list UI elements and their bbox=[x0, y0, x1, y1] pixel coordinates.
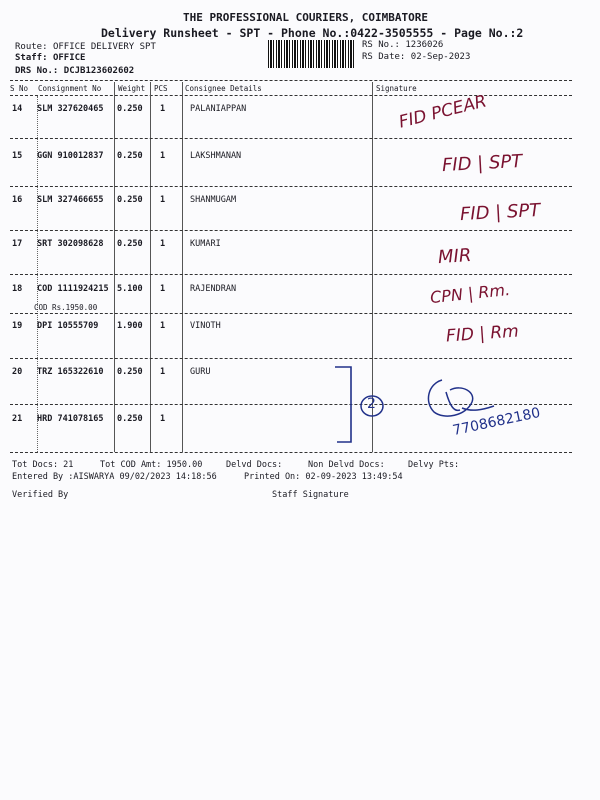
drs-value: DCJB123602602 bbox=[63, 66, 135, 76]
total-docs: Tot Docs: 21 bbox=[12, 460, 74, 470]
row-consignment: HRD 741078165 bbox=[37, 414, 104, 424]
divider bbox=[10, 186, 572, 187]
rs-date-label: RS Date: bbox=[362, 52, 406, 62]
divider bbox=[10, 80, 572, 81]
row-pcs: 1 bbox=[160, 284, 166, 294]
route-value: OFFICE DELIVERY SPT bbox=[52, 42, 156, 52]
row-sno: 17 bbox=[12, 239, 23, 249]
row-consignee: SHANMUGAM bbox=[190, 195, 237, 205]
handwritten-signature: CPN | Rm. bbox=[429, 279, 511, 308]
divider bbox=[10, 138, 572, 139]
row-pcs: 1 bbox=[160, 104, 166, 114]
row-pcs: 1 bbox=[160, 151, 166, 161]
handwritten-phone: 7708682180 bbox=[451, 404, 542, 440]
staff-line bbox=[15, 53, 85, 63]
row-sno: 15 bbox=[12, 151, 23, 161]
printed-on: Printed On: 02-09-2023 13:49:54 bbox=[244, 472, 403, 482]
row-consignment: DPI 10555709 bbox=[37, 321, 99, 331]
total-cod: Tot COD Amt: 1950.00 bbox=[100, 460, 203, 470]
row-sno: 19 bbox=[12, 321, 23, 331]
route-line bbox=[15, 42, 156, 52]
rs-date-value: 02-Sep-2023 bbox=[410, 52, 471, 62]
rs-no-label: RS No.: bbox=[362, 40, 400, 50]
delivery-points: Delvy Pts: bbox=[408, 460, 460, 470]
rs-no-line bbox=[362, 40, 443, 50]
divider bbox=[10, 95, 572, 96]
entered-by: Entered By :AISWARYA 09/02/2023 14:18:56 bbox=[12, 472, 217, 482]
row-sno: 21 bbox=[12, 414, 23, 424]
row-weight: 0.250 bbox=[117, 151, 143, 161]
staff-signature: Staff Signature bbox=[272, 490, 349, 500]
route-label: Route: bbox=[15, 42, 48, 52]
row-sno: 14 bbox=[12, 104, 23, 114]
row-weight: 0.250 bbox=[117, 195, 143, 205]
row-consignment: TRZ 165322610 bbox=[37, 367, 104, 377]
handwritten-signature: FID | Rm bbox=[445, 321, 520, 347]
row-weight: 0.250 bbox=[117, 414, 143, 424]
handwritten-signature: FID PCEAR bbox=[396, 91, 489, 133]
drs-label: DRS No.: bbox=[15, 66, 59, 76]
divider bbox=[10, 313, 572, 314]
delivered-docs: Delvd Docs: bbox=[226, 460, 283, 470]
row-consignee: GURU bbox=[190, 367, 211, 377]
divider bbox=[10, 274, 572, 275]
cod-amount: COD Rs.1950.00 bbox=[34, 303, 98, 312]
row-consignee: PALANIAPPAN bbox=[190, 104, 247, 114]
col-signature: Signature bbox=[376, 84, 417, 93]
row-consignment: SRT 302098628 bbox=[37, 239, 104, 249]
row-consignee: KUMARI bbox=[190, 239, 221, 249]
circled-number: 2 bbox=[367, 396, 376, 412]
row-sno: 20 bbox=[12, 367, 23, 377]
col-consignment: Consignment No bbox=[38, 84, 102, 93]
verified-by: Verified By bbox=[12, 490, 69, 500]
staff-value: OFFICE bbox=[52, 53, 86, 63]
non-delivered-docs: Non Delvd Docs: bbox=[308, 460, 385, 470]
divider bbox=[10, 230, 572, 231]
runsheet-subtitle: Delivery Runsheet - SPT - Phone No.:0422-3505555 - Page No.:2 bbox=[101, 26, 524, 40]
row-consignee: RAJENDRAN bbox=[190, 284, 237, 294]
handwritten-signature: FID | SPT bbox=[459, 199, 541, 226]
col-consignee: Consignee Details bbox=[185, 84, 262, 93]
row-consignment: GGN 910012837 bbox=[37, 151, 104, 161]
row-weight: 0.250 bbox=[117, 239, 143, 249]
row-consignee: VINOTH bbox=[190, 321, 221, 331]
row-pcs: 1 bbox=[160, 414, 166, 424]
rs-no-value: 1236026 bbox=[405, 40, 444, 50]
col-sno: S No bbox=[10, 84, 29, 93]
rs-date-line bbox=[362, 52, 470, 62]
row-sno: 16 bbox=[12, 195, 23, 205]
row-weight: 5.100 bbox=[117, 284, 143, 294]
col-weight: Weight bbox=[118, 84, 146, 93]
col-pcs: PCS bbox=[154, 84, 168, 93]
staff-label: Staff: bbox=[15, 53, 48, 63]
row-pcs: 1 bbox=[160, 239, 166, 249]
row-consignment: SLM 327466655 bbox=[37, 195, 104, 205]
divider bbox=[10, 452, 572, 453]
row-consignment: SLM 327620465 bbox=[37, 104, 104, 114]
row-pcs: 1 bbox=[160, 195, 166, 205]
row-consignee: LAKSHMANAN bbox=[190, 151, 242, 161]
row-pcs: 1 bbox=[160, 321, 166, 331]
divider bbox=[10, 358, 572, 359]
row-sno: 18 bbox=[12, 284, 23, 294]
company-name: THE PROFESSIONAL COURIERS, COIMBATORE bbox=[183, 11, 429, 24]
handwritten-signature: MIR bbox=[437, 244, 473, 269]
barcode bbox=[268, 40, 354, 68]
row-weight: 1.900 bbox=[117, 321, 143, 331]
row-consignment: COD 1111924215 bbox=[37, 284, 109, 294]
row-pcs: 1 bbox=[160, 367, 166, 377]
row-weight: 0.250 bbox=[117, 104, 143, 114]
handwritten-signature: FID | SPT bbox=[441, 150, 523, 177]
row-weight: 0.250 bbox=[117, 367, 143, 377]
drs-line bbox=[15, 66, 134, 76]
